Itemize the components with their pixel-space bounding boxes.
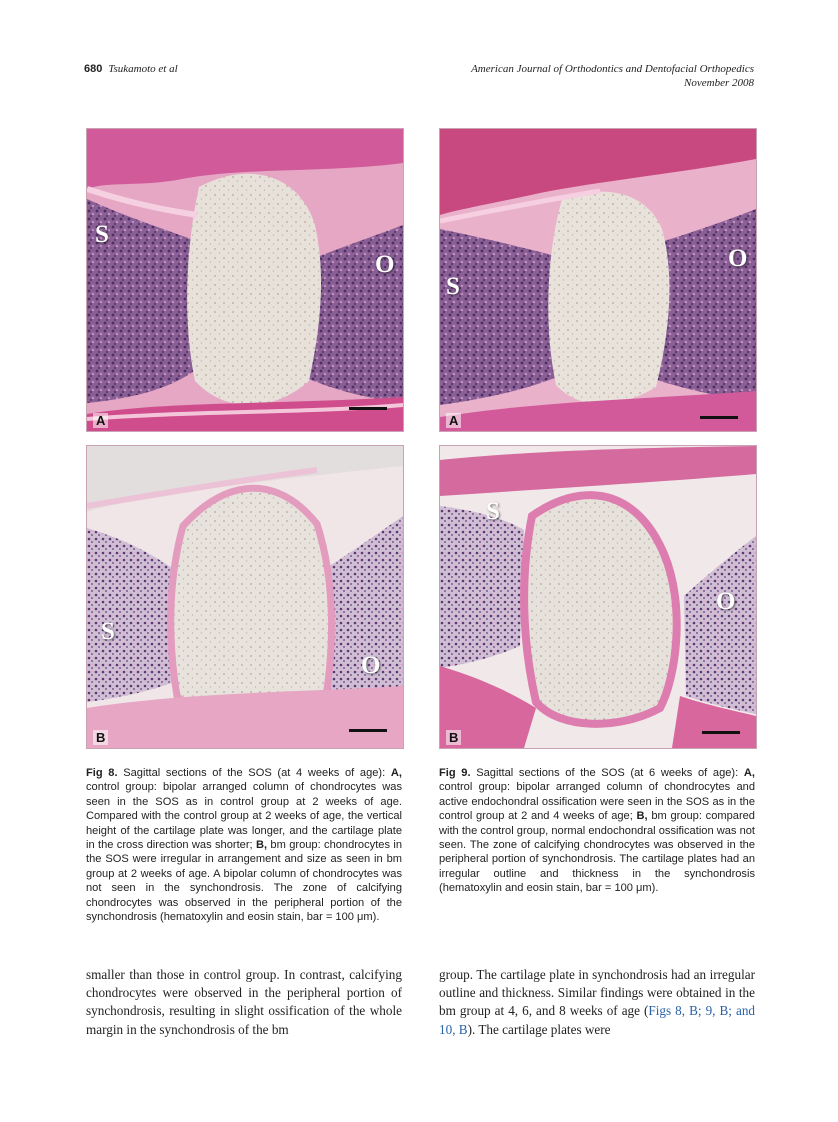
scale-bar: [349, 407, 387, 410]
figure-9a-panel: [439, 128, 757, 432]
scale-bar: [702, 731, 740, 734]
panel-a-ref: A,: [743, 767, 755, 779]
scale-bar: [700, 416, 738, 419]
sphenoid-label-s: S: [486, 498, 500, 525]
sphenoid-label-s: S: [95, 221, 109, 248]
caption-text: bm group: compared with the control group, normal endochondral ossification was not seen. The zone of calcifying chondrocytes was observed in the peripheral portion of synchondrosis. The cartilage plates had an irregular outline and thickness in the synchondrosis (hematoxylin and eosin stain, bar = 100 μm).: [439, 810, 755, 895]
occipital-label-o: O: [375, 251, 395, 278]
histology-image: [87, 129, 403, 431]
caption-text: control group: bipolar arranged column of chondrocytes and active endochondral ossification were seen in the SOS as in the control group at 2 and 4 weeks of age;: [439, 781, 755, 823]
occipital-label-o: O: [361, 652, 381, 679]
body-paragraph: smaller than those in control group. In contrast, calcifying chondrocytes were observed in the peripheral portion of synchondrosis, resulting in slight ossification of the whole margin in the synchondrosis of the bm: [86, 967, 402, 1037]
histology-image: [440, 446, 756, 748]
occipital-label-o: O: [716, 588, 736, 615]
panel-letter: B: [446, 730, 461, 745]
panel-b-ref: B,: [255, 839, 268, 852]
figure-9b-panel: [439, 445, 757, 749]
page-number: 680: [84, 63, 103, 75]
caption-text: Sagittal sections of the SOS (at 4 weeks of age):: [117, 767, 391, 779]
running-header-left: [84, 62, 178, 76]
figure-cross-reference-link[interactable]: Figs 8, B; 9, B; and 10, B: [439, 1003, 756, 1037]
caption-text: bm group: chondrocytes in the SOS were irregular in arrangement and size as seen in bm group at 2 weeks of age. A bipolar column of chondrocytes was not seen in the synchondrosis. The zone of calcifying chondrocytes was observed in the peripheral portion of the synchondrosis (hematoxylin and eosin stain, bar = 100 μm).: [86, 839, 402, 924]
occipital-label-o: O: [728, 245, 748, 272]
panel-a-ref: A,: [390, 767, 402, 779]
figure-8-caption: [86, 766, 402, 924]
sphenoid-label-s: S: [446, 273, 460, 300]
journal-issue: November 2008: [684, 77, 754, 89]
body-paragraph: group. The cartilage plate in synchondrosis had an irregular outline and thickness. Similar findings were obtained in the bm group at 4, 6, and 8 weeks of age (: [439, 967, 755, 1019]
scale-bar: [349, 729, 387, 732]
histology-image: [87, 446, 403, 748]
caption-text: Sagittal sections of the SOS (at 6 weeks of age):: [470, 767, 744, 779]
sphenoid-label-s: S: [101, 618, 115, 645]
figure-9-caption: [439, 766, 755, 896]
panel-b-ref: B,: [636, 810, 648, 823]
body-paragraph: ). The cartilage plates were: [467, 1021, 611, 1037]
panel-letter: A: [93, 413, 108, 428]
figure-8a-panel: [86, 128, 404, 432]
histology-image: [440, 129, 756, 431]
panel-letter: A: [446, 413, 461, 428]
body-text-right: [439, 966, 755, 1039]
body-text-left: [86, 966, 402, 1039]
figure-9-title: Fig 9.: [439, 767, 471, 779]
figure-8-title: Fig 8.: [86, 767, 118, 779]
journal-name: American Journal of Orthodontics and Dentofacial Orthopedics: [471, 63, 754, 75]
figure-8b-panel: [86, 445, 404, 749]
running-authors: Tsukamoto et al: [108, 63, 178, 75]
running-header-right: [471, 62, 754, 90]
caption-text: control group: bipolar arranged column of chondrocytes was seen in the SOS as in control group at 2 weeks of age. Compared with the control group at 2 weeks of age, the vertical height of the cartilage plate was longer, and the cartilage plate in the cross direction was shorter;: [86, 781, 402, 852]
panel-letter: B: [93, 730, 108, 745]
